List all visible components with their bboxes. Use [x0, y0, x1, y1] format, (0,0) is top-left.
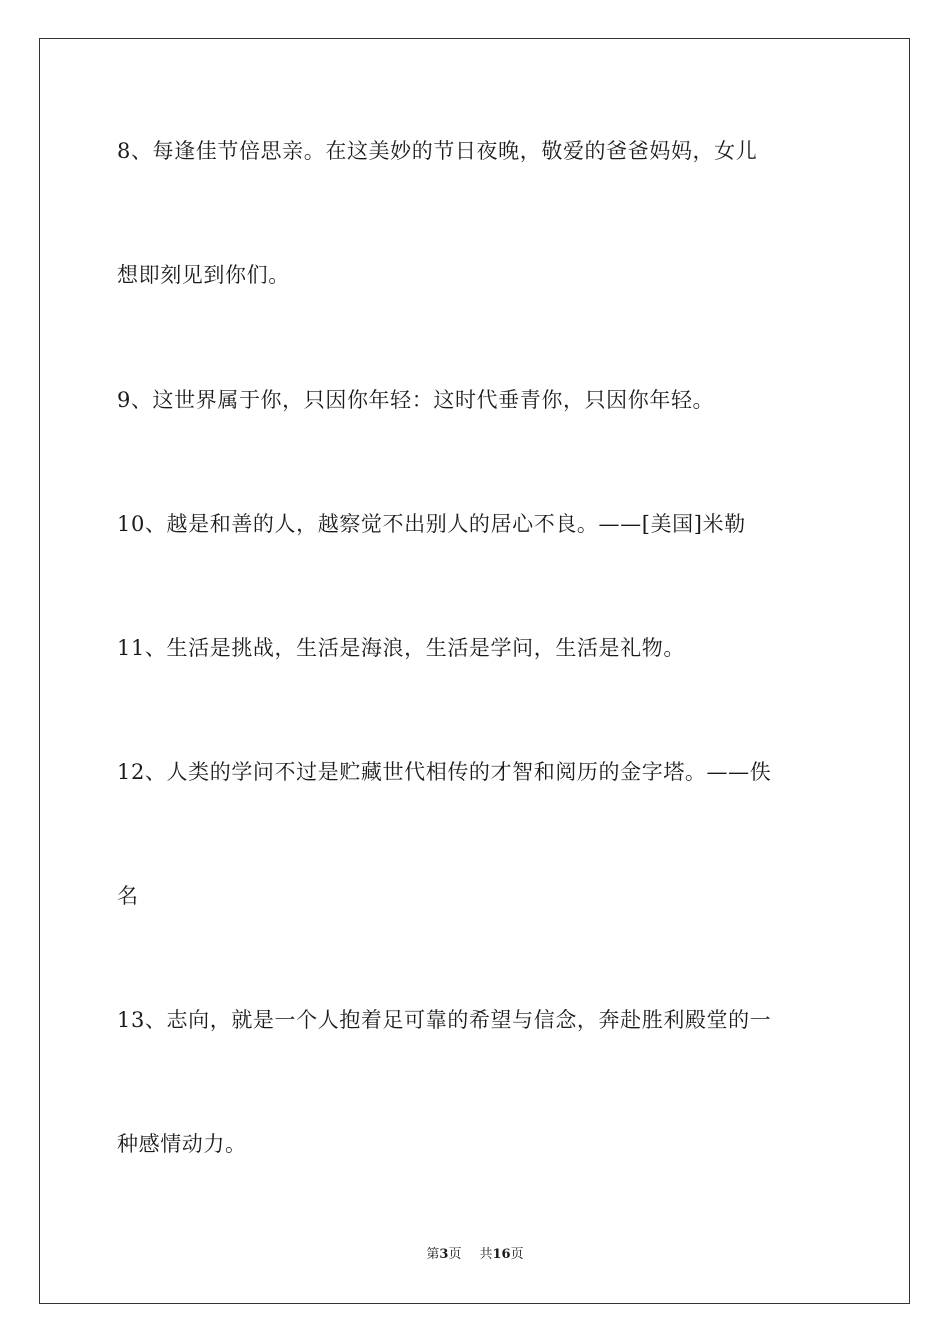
page-suffix: 页 — [448, 1247, 462, 1262]
paragraph-line: 8、每逢佳节倍思亲。在这美妙的节日夜晚，敬爱的爸爸妈妈，女儿 — [117, 139, 758, 163]
paragraph-line: 11、生活是挑战，生活是海浪，生活是学问，生活是礼物。 — [117, 636, 685, 660]
paragraph-line: 名 — [117, 884, 139, 908]
total-pages: 16 — [492, 1247, 511, 1262]
page-footer — [0, 1246, 950, 1264]
page-prefix: 第 — [426, 1247, 440, 1262]
paragraph-line: 9、这世界属于你，只因你年轻：这时代垂青你，只因你年轻。 — [117, 388, 715, 412]
paragraph-line: 种感情动力。 — [117, 1132, 247, 1156]
total-prefix: 共 — [479, 1247, 493, 1262]
page-border — [39, 38, 910, 1304]
paragraph-line: 13、志向，就是一个人抱着足可靠的希望与信念，奔赴胜利殿堂的一 — [117, 1008, 772, 1032]
total-suffix: 页 — [510, 1247, 524, 1262]
paragraph-line: 想即刻见到你们。 — [117, 263, 290, 287]
paragraph-line: 10、越是和善的人，越察觉不出别人的居心不良。——[美国]米勒 — [117, 512, 746, 536]
paragraph-line: 12、人类的学问不过是贮藏世代相传的才智和阅历的金字塔。——佚 — [117, 760, 772, 784]
page-number: 3 — [439, 1247, 449, 1262]
